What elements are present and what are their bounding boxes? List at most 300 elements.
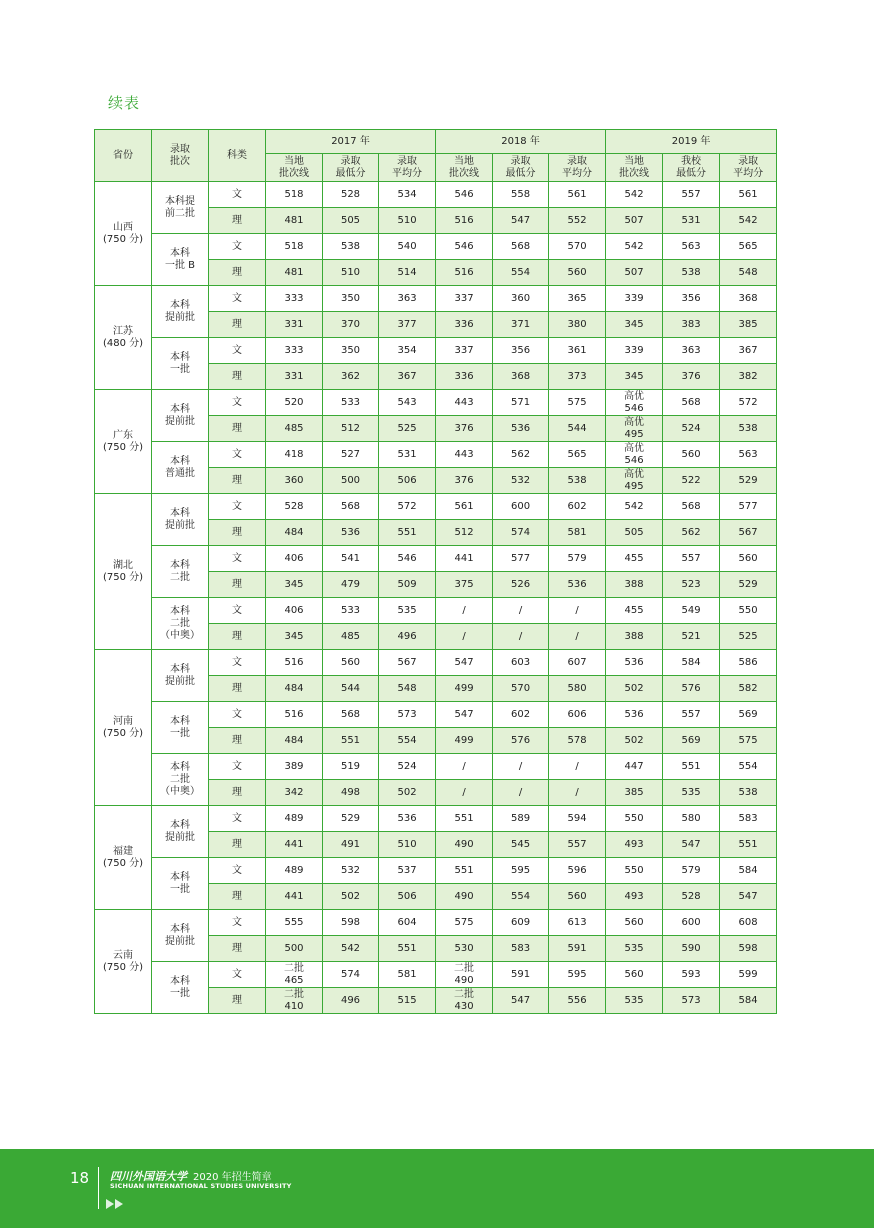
score-cell: 333 [266, 338, 323, 364]
score-cell: 361 [549, 338, 606, 364]
subject-cell: 理 [209, 468, 266, 494]
subject-cell: 文 [209, 754, 266, 780]
score-cell: 484 [266, 728, 323, 754]
score-cell: 538 [720, 416, 777, 442]
score-cell: 573 [379, 702, 436, 728]
score-cell: 568 [323, 494, 379, 520]
continued-label: 续表 [108, 94, 141, 112]
score-cell: 479 [323, 572, 379, 598]
score-cell: 598 [720, 936, 777, 962]
score-cell: 583 [720, 806, 777, 832]
score-cell: 370 [323, 312, 379, 338]
score-cell: 596 [549, 858, 606, 884]
col-2018-avg-score: 录取 平均分 [549, 154, 606, 182]
batch-cell: 本科 一批 [152, 858, 209, 910]
score-cell: 510 [323, 260, 379, 286]
score-cell: 516 [266, 702, 323, 728]
score-cell: / [436, 780, 493, 806]
score-cell: 524 [663, 416, 720, 442]
score-cell: 542 [720, 208, 777, 234]
score-cell: 537 [379, 858, 436, 884]
score-cell: 493 [606, 884, 663, 910]
score-cell: 567 [379, 650, 436, 676]
subject-cell: 理 [209, 520, 266, 546]
score-cell: 356 [493, 338, 549, 364]
score-cell: 516 [436, 260, 493, 286]
score-cell: 547 [493, 988, 549, 1014]
score-cell: 593 [663, 962, 720, 988]
score-cell: 345 [266, 624, 323, 650]
score-cell: 545 [493, 832, 549, 858]
table-row [95, 390, 777, 416]
score-cell: 491 [323, 832, 379, 858]
score-cell: 510 [379, 832, 436, 858]
score-cell: 606 [549, 702, 606, 728]
footer-divider [98, 1167, 99, 1209]
score-cell: / [436, 624, 493, 650]
score-cell: 557 [549, 832, 606, 858]
score-cell: 481 [266, 260, 323, 286]
subject-cell: 文 [209, 650, 266, 676]
batch-cell: 本科 一批 [152, 702, 209, 754]
score-cell: 584 [663, 650, 720, 676]
score-cell: 571 [493, 390, 549, 416]
score-cell: 368 [720, 286, 777, 312]
score-cell: 547 [436, 702, 493, 728]
score-cell: 502 [379, 780, 436, 806]
score-cell: 354 [379, 338, 436, 364]
score-cell: 557 [663, 546, 720, 572]
score-cell: 580 [549, 676, 606, 702]
score-cell: 536 [549, 572, 606, 598]
score-cell: 540 [379, 234, 436, 260]
batch-cell: 本科 二批 （中奥） [152, 754, 209, 806]
subject-cell: 文 [209, 806, 266, 832]
score-cell: 538 [663, 260, 720, 286]
score-cell: 498 [323, 780, 379, 806]
col-2019-batch-line: 当地 批次线 [606, 154, 663, 182]
score-cell: 356 [663, 286, 720, 312]
university-name-en: SICHUAN INTERNATIONAL STUDIES UNIVERSITY [110, 1182, 292, 1190]
score-cell: 548 [379, 676, 436, 702]
score-cell: 二批 430 [436, 988, 493, 1014]
score-cell: 584 [720, 858, 777, 884]
brochure-title: 2020 年招生简章 [193, 1172, 272, 1183]
score-cell: 575 [720, 728, 777, 754]
score-cell: 481 [266, 208, 323, 234]
province-header: 省份 [95, 130, 152, 182]
subject-cell: 理 [209, 416, 266, 442]
score-cell: 568 [323, 702, 379, 728]
score-cell: 502 [606, 728, 663, 754]
score-cell: 565 [549, 442, 606, 468]
score-cell: 505 [323, 208, 379, 234]
score-cell: 560 [549, 884, 606, 910]
score-cell: 586 [720, 650, 777, 676]
score-cell: 547 [493, 208, 549, 234]
score-cell: 533 [323, 390, 379, 416]
score-cell: 499 [436, 676, 493, 702]
score-cell: 509 [379, 572, 436, 598]
score-cell: 520 [266, 390, 323, 416]
score-cell: 518 [266, 234, 323, 260]
score-cell: 367 [720, 338, 777, 364]
table-header [95, 130, 777, 182]
score-cell: 546 [436, 182, 493, 208]
score-cell: 371 [493, 312, 549, 338]
score-cell: 519 [323, 754, 379, 780]
score-cell: 380 [549, 312, 606, 338]
score-cell: 561 [549, 182, 606, 208]
table-row [95, 702, 777, 728]
score-cell: 484 [266, 520, 323, 546]
score-cell: 573 [663, 988, 720, 1014]
score-cell: 561 [436, 494, 493, 520]
score-cell: 554 [720, 754, 777, 780]
subject-cell: 理 [209, 728, 266, 754]
score-cell: 336 [436, 364, 493, 390]
score-cell: 542 [606, 234, 663, 260]
subject-cell: 理 [209, 624, 266, 650]
score-cell: 613 [549, 910, 606, 936]
col-2017-min-score: 录取 最低分 [323, 154, 379, 182]
score-cell: 536 [379, 806, 436, 832]
score-cell: 555 [266, 910, 323, 936]
score-cell: 563 [720, 442, 777, 468]
score-cell: 507 [606, 260, 663, 286]
score-cell: 505 [606, 520, 663, 546]
score-cell: 538 [720, 780, 777, 806]
score-cell: 506 [379, 884, 436, 910]
score-cell: 331 [266, 312, 323, 338]
score-cell: 350 [323, 338, 379, 364]
subject-cell: 理 [209, 208, 266, 234]
province-cell: 江苏 (480 分) [95, 286, 152, 390]
subject-cell: 理 [209, 780, 266, 806]
score-cell: 500 [323, 468, 379, 494]
table-row [95, 910, 777, 936]
table-row [95, 754, 777, 780]
score-cell: 536 [323, 520, 379, 546]
score-cell: 531 [379, 442, 436, 468]
score-cell: 562 [663, 520, 720, 546]
score-cell: 533 [323, 598, 379, 624]
score-cell: 556 [549, 988, 606, 1014]
score-cell: 490 [436, 884, 493, 910]
score-cell: 600 [493, 494, 549, 520]
footer-bar [0, 1149, 874, 1228]
subject-cell: 文 [209, 910, 266, 936]
score-cell: / [549, 598, 606, 624]
score-cell: 337 [436, 338, 493, 364]
admission-score-table [94, 129, 777, 1014]
province-cell: 湖北 (750 分) [95, 494, 152, 650]
score-cell: 345 [606, 364, 663, 390]
score-cell: 550 [606, 806, 663, 832]
score-cell: 570 [549, 234, 606, 260]
province-cell: 福建 (750 分) [95, 806, 152, 910]
score-cell: 345 [606, 312, 663, 338]
subject-cell: 理 [209, 884, 266, 910]
score-cell: / [493, 598, 549, 624]
score-cell: 350 [323, 286, 379, 312]
score-cell: 550 [720, 598, 777, 624]
score-cell: 529 [720, 468, 777, 494]
table-row [95, 338, 777, 364]
subject-cell: 文 [209, 962, 266, 988]
score-cell: 527 [323, 442, 379, 468]
subject-cell: 文 [209, 442, 266, 468]
score-cell: 563 [663, 234, 720, 260]
score-cell: 580 [663, 806, 720, 832]
score-cell: 516 [436, 208, 493, 234]
score-cell: 441 [266, 832, 323, 858]
score-cell: 512 [323, 416, 379, 442]
score-cell: 360 [266, 468, 323, 494]
score-cell: 554 [493, 884, 549, 910]
subject-cell: 文 [209, 546, 266, 572]
score-cell: 490 [436, 832, 493, 858]
table-row [95, 494, 777, 520]
score-cell: 542 [606, 182, 663, 208]
score-cell: 547 [720, 884, 777, 910]
table-row [95, 598, 777, 624]
col-2018-min-score: 录取 最低分 [493, 154, 549, 182]
score-cell: 493 [606, 832, 663, 858]
score-cell: 375 [436, 572, 493, 598]
score-cell: 441 [436, 546, 493, 572]
score-cell: 544 [549, 416, 606, 442]
score-cell: 二批 465 [266, 962, 323, 988]
score-cell: 532 [323, 858, 379, 884]
year-header-2017: 2017 年 [266, 130, 436, 154]
score-cell: 550 [606, 858, 663, 884]
score-cell: 557 [663, 182, 720, 208]
score-cell: 510 [379, 208, 436, 234]
score-cell: 572 [720, 390, 777, 416]
score-cell: 522 [663, 468, 720, 494]
score-cell: 331 [266, 364, 323, 390]
score-cell: 339 [606, 286, 663, 312]
score-cell: 594 [549, 806, 606, 832]
subject-cell: 文 [209, 338, 266, 364]
score-cell: 568 [493, 234, 549, 260]
score-cell: 572 [379, 494, 436, 520]
score-cell: 535 [663, 780, 720, 806]
score-cell: 568 [663, 390, 720, 416]
score-cell: 575 [436, 910, 493, 936]
score-cell: 582 [720, 676, 777, 702]
score-cell: 567 [720, 520, 777, 546]
batch-cell: 本科 提前批 [152, 650, 209, 702]
subject-cell: 理 [209, 832, 266, 858]
score-cell: 377 [379, 312, 436, 338]
score-cell: 547 [436, 650, 493, 676]
year-header-2019: 2019 年 [606, 130, 777, 154]
table-row [95, 962, 777, 988]
subject-header: 科类 [209, 130, 266, 182]
subject-cell: 文 [209, 494, 266, 520]
score-cell: 531 [663, 208, 720, 234]
table-row [95, 182, 777, 208]
score-cell: 363 [379, 286, 436, 312]
score-cell: 575 [549, 390, 606, 416]
score-cell: 547 [663, 832, 720, 858]
subject-cell: 文 [209, 858, 266, 884]
score-cell: 523 [663, 572, 720, 598]
score-cell: 489 [266, 806, 323, 832]
score-cell: 560 [549, 260, 606, 286]
score-cell: 589 [493, 806, 549, 832]
score-cell: 535 [606, 988, 663, 1014]
score-cell: 598 [323, 910, 379, 936]
subject-cell: 文 [209, 182, 266, 208]
batch-cell: 本科 提前批 [152, 390, 209, 442]
batch-cell: 本科 提前批 [152, 286, 209, 338]
score-cell: / [493, 624, 549, 650]
subject-cell: 理 [209, 572, 266, 598]
score-cell: 538 [549, 468, 606, 494]
score-cell: 389 [266, 754, 323, 780]
score-cell: 368 [493, 364, 549, 390]
score-cell: 536 [493, 416, 549, 442]
score-cell: 516 [266, 650, 323, 676]
score-cell: 455 [606, 598, 663, 624]
score-cell: / [549, 624, 606, 650]
score-cell: 339 [606, 338, 663, 364]
score-cell: 529 [323, 806, 379, 832]
score-cell: 502 [606, 676, 663, 702]
score-cell: 362 [323, 364, 379, 390]
score-cell: 562 [493, 442, 549, 468]
subject-cell: 文 [209, 390, 266, 416]
score-cell: 538 [323, 234, 379, 260]
province-cell: 广东 (750 分) [95, 390, 152, 494]
score-cell: 609 [493, 910, 549, 936]
score-cell: 549 [663, 598, 720, 624]
score-cell: 525 [720, 624, 777, 650]
province-cell: 云南 (750 分) [95, 910, 152, 1014]
subject-cell: 理 [209, 936, 266, 962]
score-cell: 577 [720, 494, 777, 520]
score-cell: 443 [436, 442, 493, 468]
score-cell: 560 [663, 442, 720, 468]
score-cell: / [436, 754, 493, 780]
score-cell: 546 [436, 234, 493, 260]
score-cell: 443 [436, 390, 493, 416]
score-cell: 515 [379, 988, 436, 1014]
score-cell: 382 [720, 364, 777, 390]
score-cell: 551 [720, 832, 777, 858]
score-cell: 579 [549, 546, 606, 572]
score-cell: 383 [663, 312, 720, 338]
score-cell: 542 [323, 936, 379, 962]
score-cell: 376 [436, 468, 493, 494]
score-cell: 502 [323, 884, 379, 910]
score-cell: 551 [436, 806, 493, 832]
subject-cell: 文 [209, 702, 266, 728]
score-cell: 599 [720, 962, 777, 988]
score-cell: 447 [606, 754, 663, 780]
score-cell: 583 [493, 936, 549, 962]
score-cell: / [549, 754, 606, 780]
score-cell: 544 [323, 676, 379, 702]
batch-cell: 本科 提前批 [152, 910, 209, 962]
score-cell: 603 [493, 650, 549, 676]
score-cell: 569 [720, 702, 777, 728]
score-cell: 551 [379, 936, 436, 962]
score-cell: 485 [323, 624, 379, 650]
score-cell: 581 [549, 520, 606, 546]
score-cell: 574 [323, 962, 379, 988]
score-cell: 406 [266, 598, 323, 624]
score-cell: 600 [663, 910, 720, 936]
score-cell: 528 [323, 182, 379, 208]
col-2017-batch-line: 当地 批次线 [266, 154, 323, 182]
score-cell: 551 [323, 728, 379, 754]
score-cell: 385 [606, 780, 663, 806]
col-2017-avg-score: 录取 平均分 [379, 154, 436, 182]
score-cell: 576 [493, 728, 549, 754]
score-cell: 376 [436, 416, 493, 442]
score-cell: 577 [493, 546, 549, 572]
batch-cell: 本科 提前批 [152, 494, 209, 546]
score-cell: 557 [663, 702, 720, 728]
score-cell: 554 [493, 260, 549, 286]
batch-cell: 本科 二批 [152, 546, 209, 598]
score-cell: 360 [493, 286, 549, 312]
score-cell: 高优 495 [606, 468, 663, 494]
batch-cell: 本科 一批 [152, 338, 209, 390]
score-cell: 496 [379, 624, 436, 650]
score-cell: 499 [436, 728, 493, 754]
score-cell: 579 [663, 858, 720, 884]
score-cell: 535 [379, 598, 436, 624]
score-cell: 551 [379, 520, 436, 546]
batch-cell: 本科 普通批 [152, 442, 209, 494]
score-cell: 485 [266, 416, 323, 442]
score-cell: 568 [663, 494, 720, 520]
province-cell: 河南 (750 分) [95, 650, 152, 806]
score-cell: 376 [663, 364, 720, 390]
col-2018-batch-line: 当地 批次线 [436, 154, 493, 182]
score-cell: 551 [436, 858, 493, 884]
subject-cell: 文 [209, 234, 266, 260]
score-cell: 336 [436, 312, 493, 338]
score-cell: 543 [379, 390, 436, 416]
score-cell: 560 [606, 962, 663, 988]
score-cell: 552 [549, 208, 606, 234]
subject-cell: 理 [209, 676, 266, 702]
score-cell: 489 [266, 858, 323, 884]
score-cell: 514 [379, 260, 436, 286]
score-cell: 二批 490 [436, 962, 493, 988]
batch-header: 录取 批次 [152, 130, 209, 182]
score-cell: 595 [493, 858, 549, 884]
score-cell: 373 [549, 364, 606, 390]
score-cell: 535 [606, 936, 663, 962]
score-cell: 342 [266, 780, 323, 806]
batch-cell: 本科提 前二批 [152, 182, 209, 234]
score-cell: 521 [663, 624, 720, 650]
score-cell: 565 [720, 234, 777, 260]
score-cell: 526 [493, 572, 549, 598]
score-cell: 528 [266, 494, 323, 520]
score-cell: 406 [266, 546, 323, 572]
score-cell: 534 [379, 182, 436, 208]
table-row [95, 234, 777, 260]
score-cell: 441 [266, 884, 323, 910]
